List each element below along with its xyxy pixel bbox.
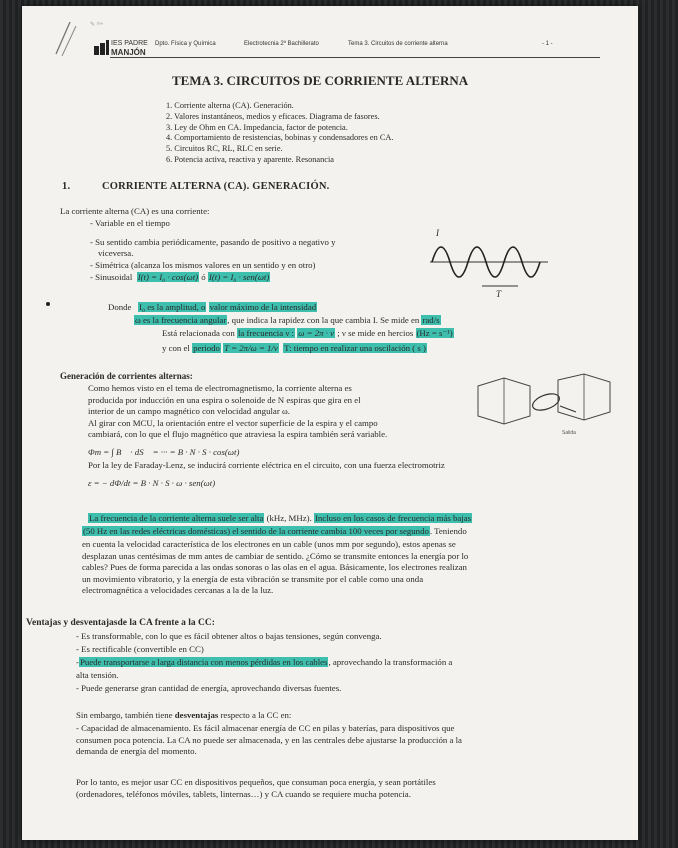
emf-formula: ε = − dΦ/dt = B · N · S · ω · sen(ωt) [88, 478, 216, 488]
flux-formula: Φm = ∫ B⃗ · dS⃗ = ··· = B · N · S · cos(ωt) [88, 447, 240, 457]
electron-paragraph [82, 539, 606, 597]
advantage-transport-cont: alta tensión. [76, 670, 119, 680]
document-page [22, 6, 638, 840]
sinusoidal-label: - Sinusoidal [90, 272, 133, 282]
text-line: cables? Pues de forma parecida a las ondas sonoras o las olas en el agua. Básicamente, los electrones realizan [82, 562, 467, 573]
graph-axis-label: I [436, 228, 439, 238]
text-line: electromagnética a velocidades cercanas a la de la luz. [82, 585, 274, 596]
transport-highlight: Puede transportarse a larga distancia con menos pérdidas en los cables [79, 657, 328, 667]
toc-item: 3. Ley de Ohm en CA. Impedancia, factor de potencia. [166, 122, 348, 132]
header-course: Electrotecnia 2º Bachillerato [244, 41, 319, 47]
angular-freq-highlight: ω es la frecuencia angular [135, 315, 227, 325]
teniendo-text: . Teniendo [429, 526, 467, 536]
header-rule [110, 57, 600, 58]
intro-text: La corriente alterna (CA) es una corriente: [60, 206, 210, 216]
conclusion-paragraph [76, 777, 606, 800]
header-dept: Dpto. Física y Química [155, 41, 216, 47]
freq-low-highlight: Incluso en los casos de frecuencia más bajas [314, 513, 472, 523]
text-line: Por lo tanto, es mejor usar CC en dispositivos pequeños, que consuman poca energía, y sean portátiles [76, 777, 436, 787]
text-line: interior de un campo magnético con velocidad angular ω. [88, 406, 290, 417]
toc-item: 2. Valores instantáneos, medios y eficaces. Diagrama de fasores. [166, 111, 380, 121]
text-line: desplazan unas centésimas de mm antes de cambiar de sentido. ¿Cómo se transmite entonces la energía por lo [82, 550, 469, 561]
bullet-sinusoidal [90, 272, 270, 284]
donde-line1 [108, 302, 317, 314]
advantage-generation: - Puede generarse gran cantidad de energía, aprovechando diversas fuentes. [76, 683, 342, 693]
max-value-highlight: valor máximo de la intensidad [209, 302, 317, 312]
donde-line3 [162, 328, 454, 340]
dis-pre-text: Sin embargo, también tiene [76, 710, 175, 720]
toc-item: 6. Potencia activa, reactiva y aparente. Resonancia [166, 154, 334, 164]
header-topic: Tema 3. Circuitos de corriente alterna [348, 41, 448, 47]
dis-bold-text: desventajas [174, 710, 219, 720]
header-page: - 1 - [542, 41, 553, 47]
formula-or: ó [201, 272, 206, 282]
text-line: consumen poca potencia. La CA no puede ser almacenada, y en las centrales debe ajustarse la producción a la [76, 734, 462, 745]
transport-rest-text: , aprovechando la transformación a [328, 657, 453, 667]
section-number: 1. [62, 181, 71, 192]
text-line: demanda de energía del momento. [76, 746, 197, 757]
text-line: Al girar con MCU, la orientación entre el vector superficie de la espira y el campo [88, 417, 378, 428]
faraday-text: Por la ley de Faraday-Lenz, se inducirá corriente eléctrica en el circuito, con una fuerza electromotriz [88, 460, 445, 470]
text-line: Como hemos visto en el tema de electromagnetismo, la corriente alterna es [88, 383, 352, 393]
text-line: (ordenadores, teléfonos móviles, tablets, linternas…) y CA cuando se requiere mucha potencia. [76, 788, 411, 799]
toc-item: 5. Circuitos RC, RL, RLC en serie. [166, 144, 283, 154]
freq-high-highlight: La frecuencia de la corriente alterna suele ser alta [89, 513, 264, 523]
freq-units-text: (kHz, MHz). [264, 513, 314, 523]
text-line: en cuenta la velocidad característica de los electrones en un cable (unos mm por segundo), estos apenas se [82, 539, 456, 549]
frequency-line1 [88, 513, 472, 525]
hz-unit-highlight: (Hz = s⁻¹) [416, 328, 453, 338]
period-def-highlight: T: tiempo en realizar una oscilación ( s ) [284, 343, 426, 353]
advantage-transport [76, 657, 452, 669]
text-line: un movimiento vibratorio, y la energía de esta vibración se transmite por el cable como una onda [82, 573, 424, 584]
freq-relation-text: Está relacionada con [162, 328, 235, 338]
page-title: TEMA 3. CIRCUITOS DE CORRIENTE ALTERNA [172, 73, 469, 88]
omega-formula-highlight: ω = 2π · ν [298, 328, 335, 338]
donde-line2 [134, 315, 441, 327]
figure-label: Salida [562, 430, 576, 436]
generator-diagram [474, 372, 614, 432]
formula-cos: I(t) = I₀ · cos(ωt) [137, 272, 199, 282]
period-formula-highlight: T = 2π/ω = 1/ν [224, 343, 278, 353]
text-line: cambiará, con lo que el flujo magnético que atraviesa la espira también será variable. [88, 429, 388, 440]
bullet-simetrica: - Simétrica (alcanza los mismos valores en un sentido y en otro) [90, 260, 316, 270]
period-pre-text: y con el [162, 343, 190, 353]
bullet-variable: - Variable en el tiempo [90, 218, 170, 228]
advantages-title: Ventajas y desventajasde la CA frente a la CC: [26, 618, 215, 628]
angular-freq-text: , que indica la rapidez con la que cambia I. Se mide en [227, 315, 420, 325]
amplitude-highlight: I₀ es la amplitud, o [139, 302, 206, 312]
fifty-hz-highlight: (50 Hz en las redes eléctricas domésticas) el sentido de la corriente cambia 100 veces por segundo [83, 526, 429, 536]
donde-label: Donde [108, 302, 132, 312]
bullet-sentido: - Su sentido cambia periódicamente, pasando de positivo a negativo y [90, 237, 336, 247]
disadvantages-intro [76, 710, 291, 722]
svg-text:✎ ¹ᵇᵉˢ: ✎ ¹ᵇᵉˢ [90, 22, 103, 28]
sine-wave-graph [422, 228, 552, 300]
advantage-rectificable: - Es rectificable (convertible en CC) [76, 644, 204, 654]
logo-line1: IES PADRE [111, 40, 148, 47]
bullet-sentido-cont: viceversa. [98, 248, 134, 258]
formula-sin: I(t) = I₀ · sen(ωt) [208, 272, 270, 282]
advantage-transformable: - Es transformable, con lo que es fácil obtener altos o bajas tensiones, según convenga. [76, 631, 382, 641]
hertz-text: ; ν se mide en hercios [337, 328, 414, 338]
generation-title: Generación de corrientes alternas: [60, 371, 193, 381]
toc-item: 1. Corriente alterna (CA). Generación. [166, 101, 294, 110]
text-line: producida por inducción en una espira o solenoide de N espiras que gira en el [88, 394, 361, 405]
graph-period-label: T [496, 289, 502, 299]
margin-dot [46, 302, 50, 306]
text-line: - Capacidad de almacenamiento. Es fácil almacenar energía de CC en pilas y baterías, para dispositivos que [76, 723, 455, 733]
dash: - [76, 657, 79, 667]
donde-line4 [162, 343, 427, 355]
disadvantages-paragraph [76, 723, 606, 758]
rad-unit-highlight: rad/s [422, 315, 440, 325]
frequency-highlight: la frecuencia ν : [237, 328, 294, 338]
generation-paragraph [88, 383, 468, 441]
table-of-contents [166, 101, 393, 166]
toc-item: 4. Comportamiento de resistencias, bobinas y condensadores en CA. [166, 133, 394, 143]
section-title: CORRIENTE ALTERNA (CA). GENERACIÓN. [102, 181, 330, 192]
logo-line2: MANJÓN [111, 48, 146, 57]
school-logo-icon [92, 40, 110, 56]
period-highlight: periodo [193, 343, 220, 353]
dis-post-text: respecto a la CC en: [218, 710, 292, 720]
frequency-line2 [82, 526, 467, 538]
